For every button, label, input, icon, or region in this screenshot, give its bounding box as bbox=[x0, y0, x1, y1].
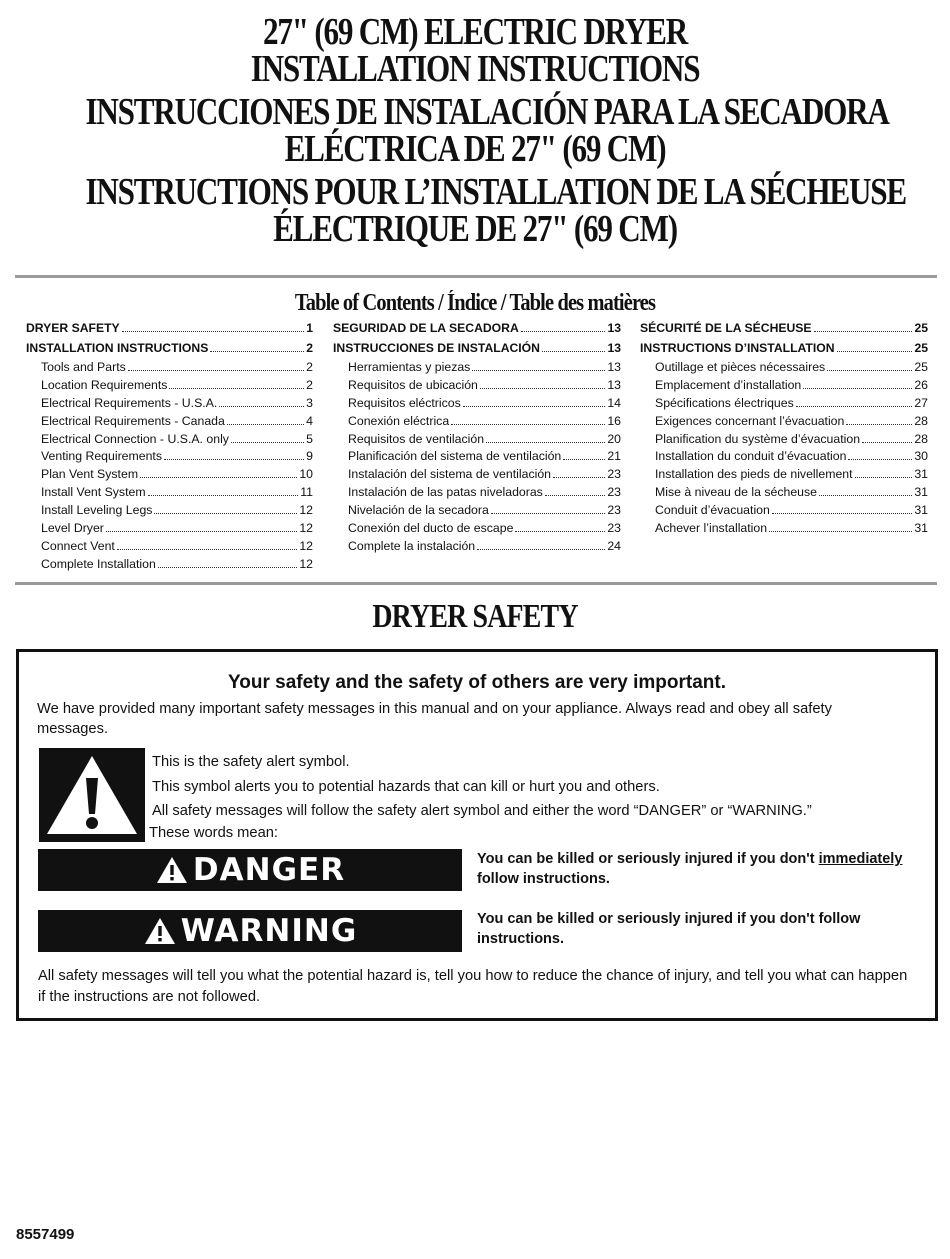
toc-entry bbox=[640, 521, 928, 539]
toc-entry-page: 2 bbox=[306, 377, 313, 392]
toc-leader-dots bbox=[480, 388, 605, 389]
toc-entry bbox=[26, 341, 313, 361]
toc-leader-dots bbox=[521, 331, 606, 332]
toc-entry-page: 13 bbox=[607, 377, 621, 392]
danger-label: DANGER bbox=[192, 852, 346, 888]
title-es-line2: ELÉCTRICA DE 27" (69 CM) bbox=[284, 128, 666, 170]
toc-entry-label: INSTRUCCIONES DE INSTALACIÓN bbox=[333, 340, 540, 355]
toc-entry bbox=[640, 341, 928, 361]
danger-text: You can be killed or seriously injured if you don't immediately follow instructions. bbox=[477, 851, 903, 887]
toc-entry-page: 13 bbox=[607, 321, 621, 335]
toc-entry-page: 31 bbox=[914, 485, 928, 500]
toc-entry-page: 2 bbox=[306, 340, 313, 355]
toc-entry-page: 11 bbox=[300, 485, 313, 500]
toc-entry-label: Nivelación de la secadora bbox=[348, 503, 489, 518]
toc-entry-label: Conduit d’évacuation bbox=[655, 503, 770, 518]
toc-leader-dots bbox=[848, 459, 912, 460]
toc-entry-page: 12 bbox=[299, 538, 313, 553]
symbol-line: This symbol alerts you to potential hazards that can kill or hurt you and others. bbox=[152, 778, 660, 795]
toc-entry-label: Electrical Connection - U.S.A. only bbox=[41, 431, 229, 446]
alert-triangle-icon bbox=[155, 855, 189, 885]
toc-leader-dots bbox=[210, 351, 304, 352]
toc-entry bbox=[333, 485, 621, 503]
toc-entry-page: 12 bbox=[299, 556, 313, 571]
toc-entry-label: INSTRUCTIONS D’INSTALLATION bbox=[640, 340, 835, 355]
toc-leader-dots bbox=[515, 531, 605, 532]
toc-entry bbox=[26, 321, 313, 341]
toc-entry bbox=[26, 378, 313, 396]
toc-entry-label: Instalación del sistema de ventilación bbox=[348, 467, 552, 482]
toc-leader-dots bbox=[140, 477, 297, 478]
toc-entry-label: SÉCURITÉ DE LA SÉCHEUSE bbox=[640, 321, 812, 335]
toc-leader-dots bbox=[855, 477, 913, 478]
toc-entry bbox=[333, 539, 621, 557]
toc-leader-dots bbox=[837, 351, 913, 352]
toc-entry-label: Requisitos de ubicación bbox=[348, 377, 478, 392]
toc-entry-page: 26 bbox=[914, 377, 928, 392]
toc-entry-page: 13 bbox=[607, 360, 621, 374]
toc-leader-dots bbox=[227, 424, 304, 425]
toc-leader-dots bbox=[148, 495, 299, 496]
toc-entry bbox=[333, 432, 621, 450]
toc-leader-dots bbox=[545, 495, 605, 496]
toc-leader-dots bbox=[862, 442, 912, 443]
toc-entry bbox=[640, 432, 928, 450]
toc-entry-label: Requisitos de ventilación bbox=[348, 431, 485, 446]
safety-heading: Your safety and the safety of others are very important. bbox=[227, 672, 726, 693]
divider-bottom bbox=[15, 582, 937, 585]
toc-entry-page: 31 bbox=[914, 467, 928, 482]
toc-entry bbox=[640, 321, 928, 341]
toc-entry bbox=[26, 396, 313, 414]
toc-entry bbox=[26, 432, 313, 450]
toc-leader-dots bbox=[122, 331, 305, 332]
toc-leader-dots bbox=[553, 477, 605, 478]
toc-entry-label: Venting Requirements bbox=[41, 449, 162, 464]
toc-entry-label: Instalación de las patas niveladoras bbox=[348, 485, 543, 500]
toc-entry-label: Achever l’installation bbox=[655, 521, 768, 536]
warning-text: You can be killed or seriously injured if you don't follow instructions. bbox=[477, 911, 861, 947]
warning-label: WARNING bbox=[180, 913, 358, 949]
toc-entry-label: Planificación del sistema de ventilación bbox=[348, 449, 562, 464]
toc-entry-label: Complete la instalación bbox=[348, 538, 476, 553]
toc-entry bbox=[333, 503, 621, 521]
divider-top bbox=[15, 275, 937, 278]
toc-leader-dots bbox=[463, 406, 606, 407]
toc-entry bbox=[640, 360, 928, 378]
toc-entry-label: DRYER SAFETY bbox=[26, 321, 120, 335]
toc-leader-dots bbox=[846, 424, 912, 425]
toc-leader-dots bbox=[169, 388, 304, 389]
toc-entry-label: Outillage et pièces nécessaires bbox=[655, 360, 826, 374]
symbol-line: This is the safety alert symbol. bbox=[152, 754, 350, 770]
toc-entry-label: INSTALLATION INSTRUCTIONS bbox=[26, 340, 209, 355]
toc-leader-dots bbox=[827, 370, 912, 371]
toc-entry-page: 5 bbox=[306, 431, 313, 446]
toc-entry-page: 25 bbox=[914, 360, 928, 374]
toc-leader-dots bbox=[491, 513, 605, 514]
toc-entry-label: Electrical Requirements - Canada bbox=[41, 413, 225, 428]
toc-entry-page: 27 bbox=[914, 395, 928, 410]
toc-entry-page: 23 bbox=[607, 467, 621, 482]
toc-column-french bbox=[640, 321, 928, 539]
toc-entry-label: Complete Installation bbox=[41, 556, 156, 571]
warning-signal-bar bbox=[38, 910, 462, 952]
toc-entry bbox=[26, 449, 313, 467]
toc-leader-dots bbox=[542, 351, 605, 352]
title-en-line1: 27" (69 CM) ELECTRIC DRYER bbox=[263, 11, 687, 53]
title-en-line2: INSTALLATION INSTRUCTIONS bbox=[250, 48, 700, 90]
toc-leader-dots bbox=[106, 531, 297, 532]
toc-entry-page: 3 bbox=[306, 395, 313, 410]
symbol-explanation bbox=[149, 750, 812, 842]
toc-column-spanish bbox=[333, 321, 621, 557]
toc-entry-label: Install Vent System bbox=[41, 485, 146, 500]
document-number: 8557499 bbox=[16, 1226, 75, 1243]
toc-entry-label: Location Requirements bbox=[41, 377, 168, 392]
toc-heading: Table of Contents / Índice / Table des matières bbox=[294, 290, 656, 316]
toc-entry-page: 31 bbox=[914, 521, 928, 536]
safety-intro: We have provided many important safety messages in this manual and on your appliance. Always read and obey all safety messages. bbox=[37, 701, 832, 737]
safety-alert-icon bbox=[39, 748, 145, 842]
toc-entry bbox=[26, 539, 313, 557]
toc-leader-dots bbox=[563, 459, 605, 460]
toc-leader-dots bbox=[158, 567, 297, 568]
toc-entry-label: Conexión del ducto de escape bbox=[348, 521, 514, 536]
toc-leader-dots bbox=[803, 388, 912, 389]
toc-entry bbox=[640, 378, 928, 396]
toc-entry-page: 4 bbox=[306, 413, 313, 428]
toc-entry-page: 23 bbox=[607, 485, 621, 500]
section-title: DRYER SAFETY bbox=[372, 598, 578, 635]
symbol-line: All safety messages will follow the safety alert symbol and either the word “DANGER” or “WARNING.” bbox=[152, 803, 812, 819]
toc-entry-page: 16 bbox=[607, 413, 621, 428]
toc-entry-label: Plan Vent System bbox=[41, 467, 139, 482]
toc-entry-page: 21 bbox=[607, 449, 621, 464]
toc-entry bbox=[333, 321, 621, 341]
toc-leader-dots bbox=[117, 549, 297, 550]
toc-entry-label: Electrical Requirements - U.S.A. bbox=[41, 395, 218, 410]
toc-leader-dots bbox=[128, 370, 304, 371]
toc-entry bbox=[26, 467, 313, 485]
title-fr-line1: INSTRUCTIONS POUR L’INSTALLATION DE LA SÉCHEUSE bbox=[85, 171, 906, 213]
toc-entry-page: 14 bbox=[607, 395, 621, 410]
toc-entry bbox=[333, 414, 621, 432]
toc-entry-label: Level Dryer bbox=[41, 521, 104, 536]
toc-entry bbox=[26, 557, 313, 575]
toc-entry bbox=[333, 449, 621, 467]
toc-entry-page: 23 bbox=[607, 503, 621, 518]
toc-entry bbox=[333, 360, 621, 378]
toc-leader-dots bbox=[772, 513, 912, 514]
toc-entry-label: Install Leveling Legs bbox=[41, 503, 153, 518]
toc-leader-dots bbox=[451, 424, 605, 425]
danger-signal-bar bbox=[38, 849, 462, 891]
toc-entry-label: SEGURIDAD DE LA SECADORA bbox=[333, 321, 519, 335]
toc-entry-label: Conexión eléctrica bbox=[348, 413, 450, 428]
toc-entry-page: 25 bbox=[914, 321, 928, 335]
title-fr-line2: ÉLECTRIQUE DE 27" (69 CM) bbox=[273, 208, 677, 250]
toc-leader-dots bbox=[164, 459, 304, 460]
toc-entry-page: 30 bbox=[914, 449, 928, 464]
toc-column-english bbox=[26, 321, 313, 575]
symbol-line: These words mean: bbox=[149, 824, 278, 841]
toc-entry bbox=[333, 341, 621, 361]
toc-leader-dots bbox=[472, 370, 605, 371]
toc-leader-dots bbox=[154, 513, 297, 514]
toc-entry-label: Installation des pieds de nivellement bbox=[655, 467, 853, 482]
toc-entry bbox=[333, 396, 621, 414]
toc-entry-page: 13 bbox=[607, 340, 621, 355]
toc-entry bbox=[333, 467, 621, 485]
toc-entry-page: 25 bbox=[914, 340, 928, 355]
toc-entry-page: 12 bbox=[299, 503, 313, 518]
toc-entry-label: Planification du système d’évacuation bbox=[655, 431, 861, 446]
toc-entry-page: 1 bbox=[306, 321, 313, 335]
toc-entry bbox=[640, 467, 928, 485]
toc-entry bbox=[640, 449, 928, 467]
toc-entry-page: 9 bbox=[306, 449, 313, 464]
title-es-line1: INSTRUCCIONES DE INSTALACIÓN PARA LA SECADORA bbox=[85, 91, 889, 133]
toc-entry-label: Tools and Parts bbox=[41, 360, 126, 374]
toc-entry-label: Mise à niveau de la sécheuse bbox=[655, 485, 818, 500]
toc-entry-label: Exigences concernant l’évacuation bbox=[655, 413, 845, 428]
toc-entry-page: 23 bbox=[607, 521, 621, 536]
toc-leader-dots bbox=[814, 331, 913, 332]
document-title-block bbox=[85, 11, 906, 250]
toc-entry bbox=[26, 485, 313, 503]
toc-entry bbox=[640, 503, 928, 521]
toc-leader-dots bbox=[219, 406, 304, 407]
toc-entry bbox=[640, 414, 928, 432]
toc-entry bbox=[26, 414, 313, 432]
danger-emphasis: immediately bbox=[818, 851, 903, 867]
toc-entry bbox=[26, 503, 313, 521]
toc-entry bbox=[640, 396, 928, 414]
toc-leader-dots bbox=[769, 531, 912, 532]
safety-closing: All safety messages will tell you what the potential hazard is, tell you how to reduce the chance of injury, and tell you what can happen if the instructions are not followed. bbox=[38, 968, 908, 1005]
toc-entry bbox=[333, 521, 621, 539]
toc-entry-label: Connect Vent bbox=[41, 538, 115, 553]
toc-entry bbox=[26, 360, 313, 378]
toc-entry-page: 2 bbox=[306, 360, 313, 374]
toc-entry-label: Emplacement d’installation bbox=[655, 377, 802, 392]
toc-entry-page: 28 bbox=[914, 413, 928, 428]
toc-entry bbox=[333, 378, 621, 396]
alert-triangle-icon bbox=[143, 916, 177, 946]
toc-leader-dots bbox=[231, 442, 304, 443]
toc-entry-page: 12 bbox=[299, 521, 313, 536]
safety-box bbox=[16, 649, 938, 1021]
toc-leader-dots bbox=[477, 549, 605, 550]
toc-entry-page: 24 bbox=[607, 538, 621, 553]
toc-entry-label: Installation du conduit d’évacuation bbox=[655, 449, 847, 464]
toc-entry-page: 31 bbox=[914, 503, 928, 518]
toc-leader-dots bbox=[819, 495, 912, 496]
toc-entry bbox=[640, 485, 928, 503]
toc-leader-dots bbox=[486, 442, 605, 443]
toc-entry-label: Requisitos eléctricos bbox=[348, 395, 461, 410]
toc-entry-page: 20 bbox=[607, 431, 621, 446]
toc-leader-dots bbox=[796, 406, 913, 407]
toc-entry bbox=[26, 521, 313, 539]
toc-entry-page: 28 bbox=[914, 431, 928, 446]
toc-entry-page: 10 bbox=[299, 467, 313, 482]
toc-entry-label: Spécifications électriques bbox=[655, 395, 794, 410]
toc-entry-label: Herramientas y piezas bbox=[348, 360, 471, 374]
